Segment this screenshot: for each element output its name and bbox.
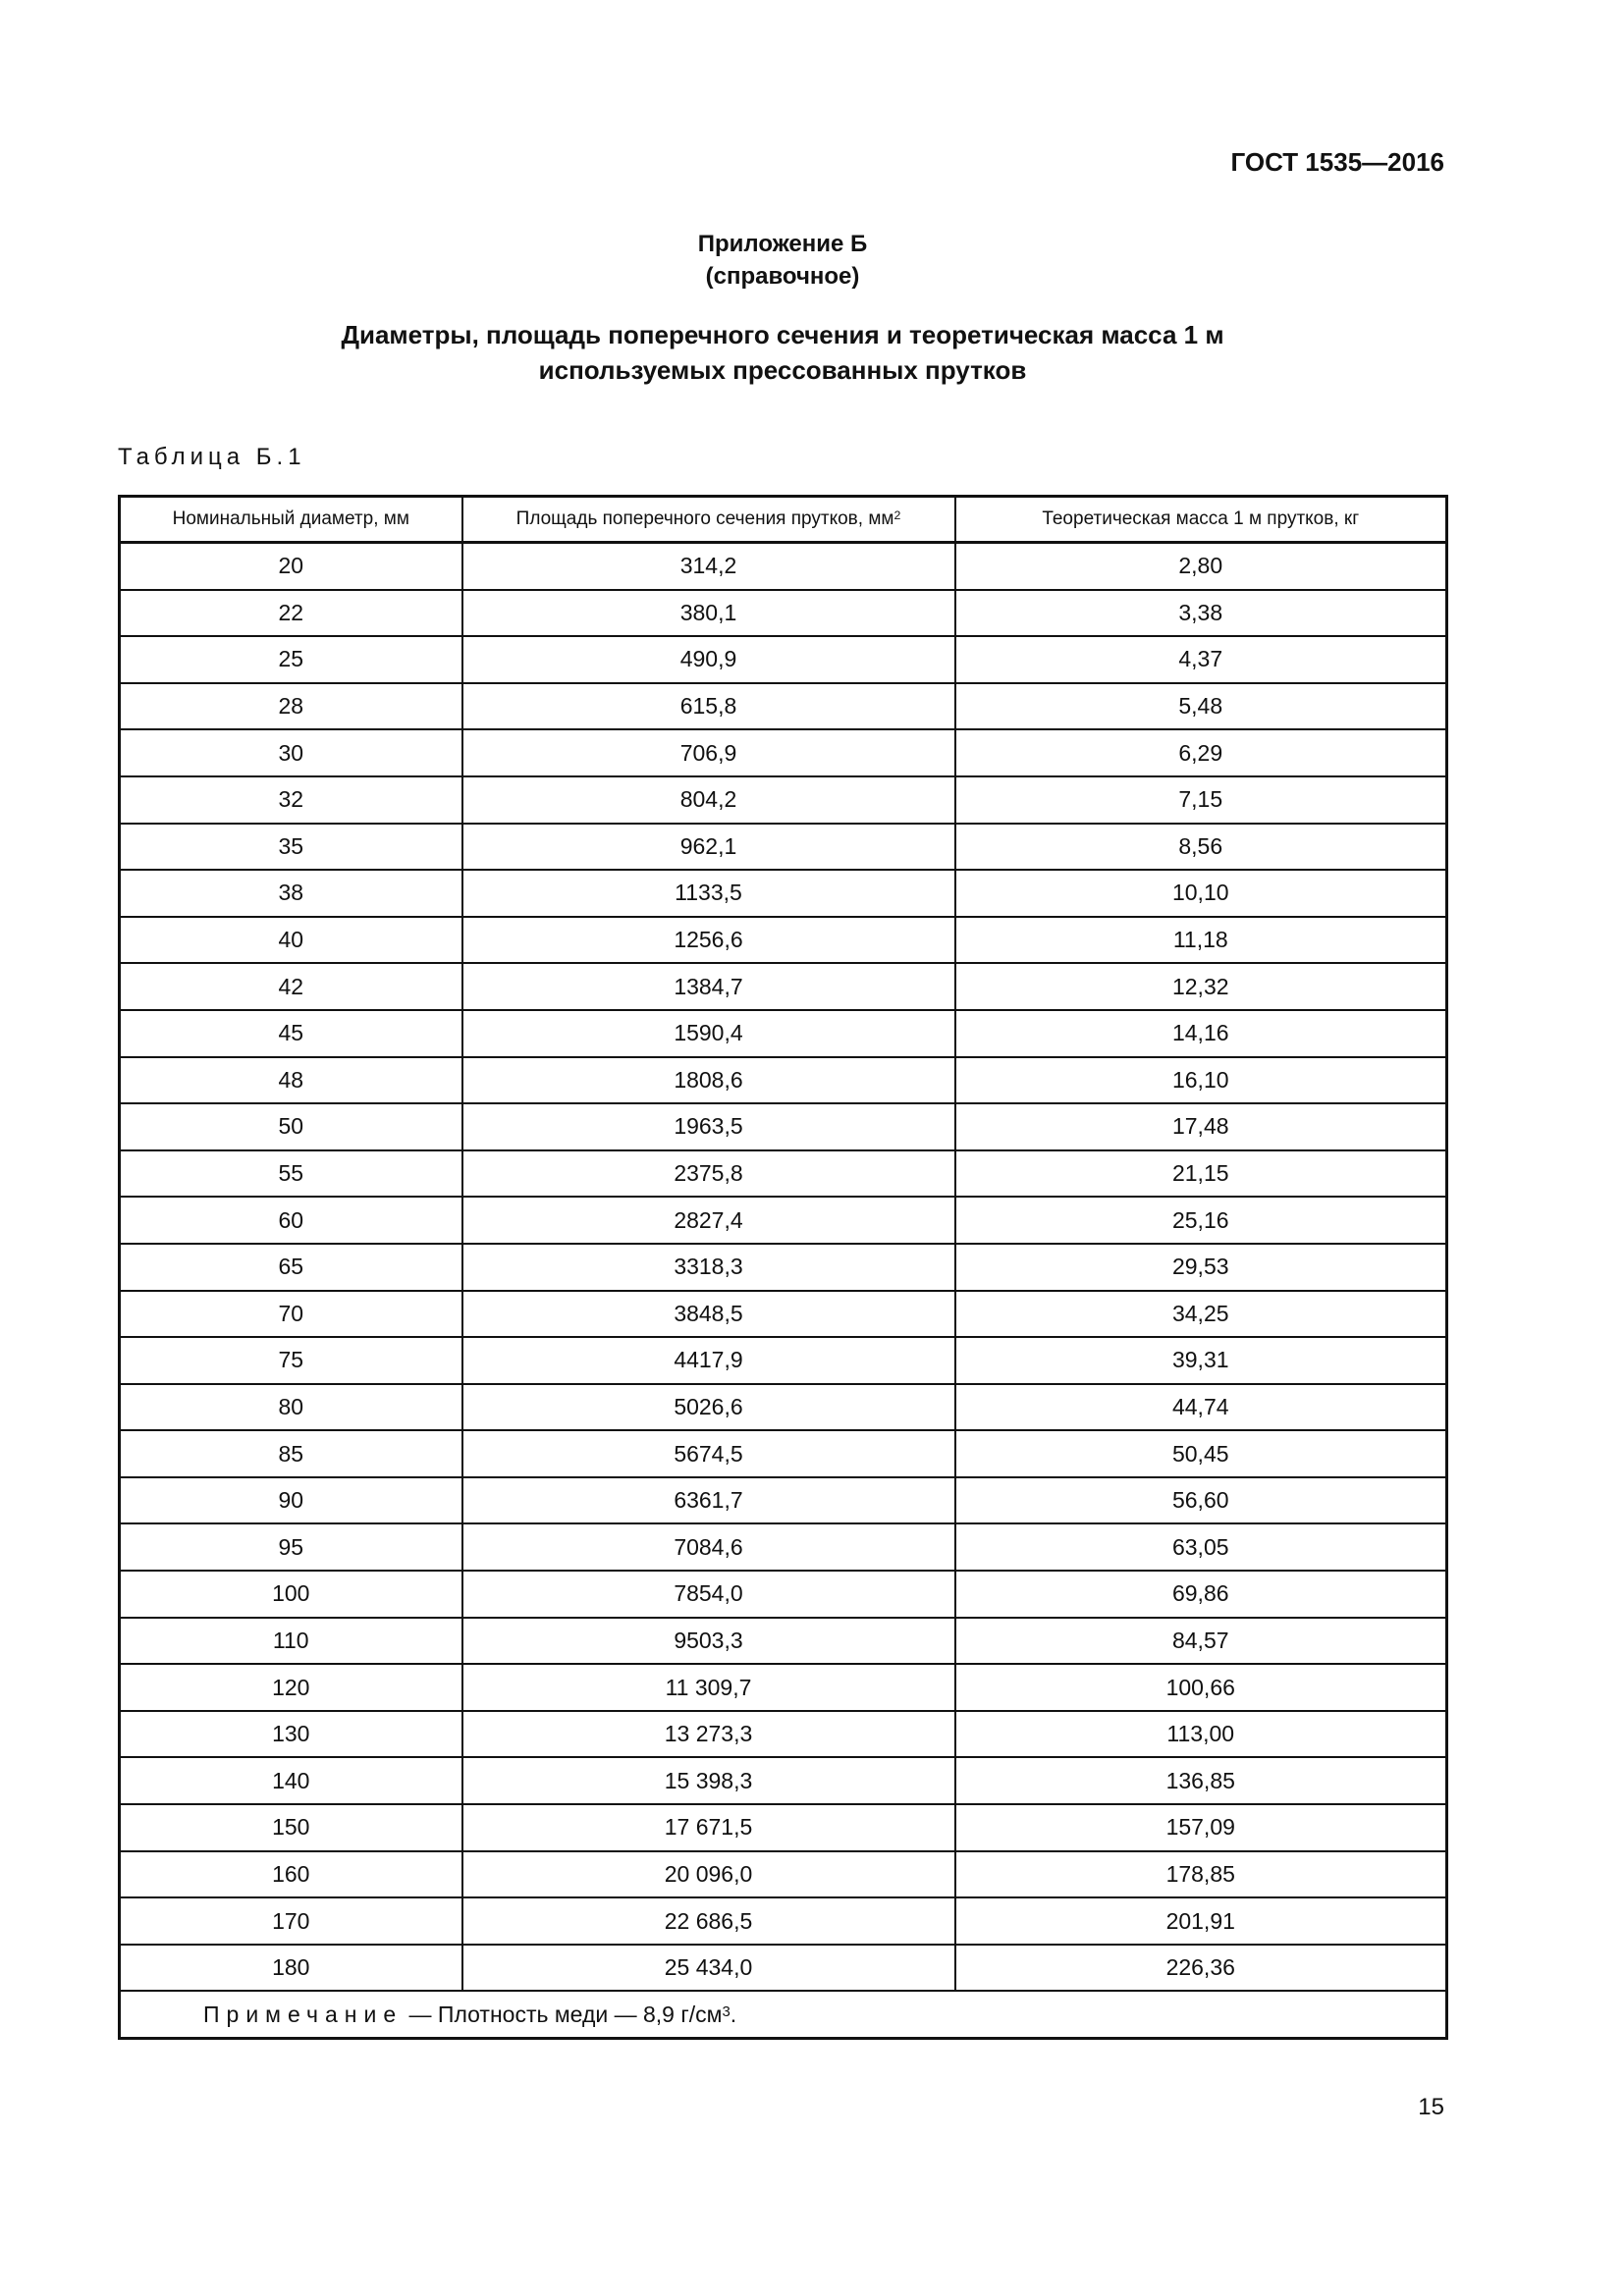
cell-mass: 29,53 <box>955 1244 1447 1291</box>
table-row <box>120 1150 1447 1198</box>
title-line-2: используемых прессованных прутков <box>538 355 1027 385</box>
cell-mass: 50,45 <box>955 1430 1447 1477</box>
cell-area: 22 686,5 <box>462 1897 955 1945</box>
cell-area: 7854,0 <box>462 1571 955 1618</box>
cell-area: 3848,5 <box>462 1291 955 1338</box>
table-row <box>120 543 1447 590</box>
cell-mass: 14,16 <box>955 1010 1447 1057</box>
cell-mass: 201,91 <box>955 1897 1447 1945</box>
cell-mass: 12,32 <box>955 963 1447 1010</box>
cell-area: 15 398,3 <box>462 1757 955 1804</box>
cell-diameter: 42 <box>120 963 462 1010</box>
cell-mass: 16,10 <box>955 1057 1447 1104</box>
cell-area: 1256,6 <box>462 917 955 964</box>
cell-diameter: 130 <box>120 1711 462 1758</box>
header-area-text: Площадь поперечного сечения прутков, мм <box>515 508 894 529</box>
cell-mass: 4,37 <box>955 636 1447 683</box>
cell-area: 804,2 <box>462 776 955 824</box>
cell-mass: 5,48 <box>955 683 1447 730</box>
cell-area: 706,9 <box>462 729 955 776</box>
table-row <box>120 824 1447 871</box>
cell-mass: 7,15 <box>955 776 1447 824</box>
cell-diameter: 100 <box>120 1571 462 1618</box>
cell-mass: 226,36 <box>955 1945 1447 1992</box>
cell-diameter: 40 <box>120 917 462 964</box>
table-row <box>120 1057 1447 1104</box>
table-row <box>120 1337 1447 1384</box>
note-dash: — <box>403 2001 438 2027</box>
note-word: Примечание <box>203 2001 404 2027</box>
annex-heading <box>0 228 1565 293</box>
cell-diameter: 150 <box>120 1804 462 1851</box>
table-row <box>120 729 1447 776</box>
cell-mass: 56,60 <box>955 1477 1447 1524</box>
document-code: ГОСТ 1535—2016 <box>1230 147 1444 177</box>
table-row <box>120 1244 1447 1291</box>
annex-kind: (справочное) <box>705 263 860 290</box>
note-text: Плотность меди — 8,9 г/см <box>437 2001 723 2027</box>
annex-title: Приложение Б <box>697 231 868 257</box>
cell-mass: 25,16 <box>955 1197 1447 1244</box>
cell-mass: 17,48 <box>955 1103 1447 1150</box>
cell-area: 380,1 <box>462 590 955 637</box>
cell-area: 9503,3 <box>462 1618 955 1665</box>
cell-diameter: 180 <box>120 1945 462 1992</box>
cell-area: 1963,5 <box>462 1103 955 1150</box>
cell-area: 2827,4 <box>462 1197 955 1244</box>
header-diameter: Номинальный диаметр, мм <box>120 497 462 543</box>
cell-diameter: 120 <box>120 1664 462 1711</box>
header-area <box>462 497 955 543</box>
table-label: Таблица Б.1 <box>118 444 306 470</box>
cell-diameter: 28 <box>120 683 462 730</box>
cell-area: 11 309,7 <box>462 1664 955 1711</box>
table-row <box>120 1945 1447 1992</box>
cell-diameter: 65 <box>120 1244 462 1291</box>
page-number: 15 <box>1418 2094 1444 2120</box>
table-header-row <box>120 497 1447 543</box>
table-row <box>120 1897 1447 1945</box>
cell-diameter: 85 <box>120 1430 462 1477</box>
cell-diameter: 70 <box>120 1291 462 1338</box>
cell-area: 3318,3 <box>462 1244 955 1291</box>
cell-diameter: 170 <box>120 1897 462 1945</box>
cell-area: 314,2 <box>462 543 955 590</box>
table-row <box>120 1430 1447 1477</box>
table-row <box>120 1291 1447 1338</box>
table-row <box>120 590 1447 637</box>
cell-mass: 63,05 <box>955 1523 1447 1571</box>
table-body <box>120 543 1447 1992</box>
cell-diameter: 160 <box>120 1851 462 1898</box>
cell-diameter: 45 <box>120 1010 462 1057</box>
data-table <box>118 495 1448 2040</box>
table-row <box>120 1804 1447 1851</box>
cell-area: 615,8 <box>462 683 955 730</box>
table-row <box>120 1618 1447 1665</box>
cell-mass: 6,29 <box>955 729 1447 776</box>
cell-mass: 178,85 <box>955 1851 1447 1898</box>
cell-area: 6361,7 <box>462 1477 955 1524</box>
note-row <box>120 1991 1447 2039</box>
cell-area: 5674,5 <box>462 1430 955 1477</box>
table-row <box>120 1477 1447 1524</box>
cell-mass: 44,74 <box>955 1384 1447 1431</box>
table-row <box>120 1103 1447 1150</box>
cell-diameter: 38 <box>120 870 462 917</box>
cell-mass: 34,25 <box>955 1291 1447 1338</box>
cell-mass: 84,57 <box>955 1618 1447 1665</box>
cell-area: 4417,9 <box>462 1337 955 1384</box>
cell-area: 5026,6 <box>462 1384 955 1431</box>
cell-area: 20 096,0 <box>462 1851 955 1898</box>
cell-mass: 3,38 <box>955 590 1447 637</box>
table-row <box>120 1851 1447 1898</box>
cell-diameter: 80 <box>120 1384 462 1431</box>
cell-diameter: 110 <box>120 1618 462 1665</box>
document-title <box>0 317 1565 388</box>
table-row <box>120 870 1447 917</box>
cell-diameter: 140 <box>120 1757 462 1804</box>
table-row <box>120 917 1447 964</box>
cell-diameter: 30 <box>120 729 462 776</box>
header-area-superscript: 2 <box>893 508 901 523</box>
cell-area: 7084,6 <box>462 1523 955 1571</box>
cell-area: 962,1 <box>462 824 955 871</box>
table-row <box>120 1197 1447 1244</box>
cell-diameter: 25 <box>120 636 462 683</box>
title-line-1: Диаметры, площадь поперечного сечения и теоретическая масса 1 м <box>341 320 1224 349</box>
cell-mass: 39,31 <box>955 1337 1447 1384</box>
header-mass: Теоретическая масса 1 м прутков, кг <box>955 497 1447 543</box>
table-row <box>120 1523 1447 1571</box>
cell-diameter: 75 <box>120 1337 462 1384</box>
cell-diameter: 20 <box>120 543 462 590</box>
table-row <box>120 1757 1447 1804</box>
cell-area: 1384,7 <box>462 963 955 1010</box>
cell-diameter: 55 <box>120 1150 462 1198</box>
cell-area: 490,9 <box>462 636 955 683</box>
note-superscript: 3 <box>722 2002 731 2020</box>
cell-mass: 8,56 <box>955 824 1447 871</box>
table-note <box>120 1991 1447 2039</box>
cell-area: 13 273,3 <box>462 1711 955 1758</box>
cell-area: 1590,4 <box>462 1010 955 1057</box>
cell-diameter: 48 <box>120 1057 462 1104</box>
table-row <box>120 1664 1447 1711</box>
table-row <box>120 683 1447 730</box>
cell-mass: 10,10 <box>955 870 1447 917</box>
cell-mass: 69,86 <box>955 1571 1447 1618</box>
table-row <box>120 963 1447 1010</box>
cell-mass: 11,18 <box>955 917 1447 964</box>
table-row <box>120 1711 1447 1758</box>
cell-diameter: 32 <box>120 776 462 824</box>
cell-diameter: 35 <box>120 824 462 871</box>
table-row <box>120 636 1447 683</box>
cell-diameter: 95 <box>120 1523 462 1571</box>
cell-diameter: 60 <box>120 1197 462 1244</box>
cell-mass: 113,00 <box>955 1711 1447 1758</box>
cell-area: 2375,8 <box>462 1150 955 1198</box>
table-row <box>120 1571 1447 1618</box>
cell-mass: 2,80 <box>955 543 1447 590</box>
cell-mass: 157,09 <box>955 1804 1447 1851</box>
cell-mass: 136,85 <box>955 1757 1447 1804</box>
cell-mass: 21,15 <box>955 1150 1447 1198</box>
cell-area: 1133,5 <box>462 870 955 917</box>
cell-area: 17 671,5 <box>462 1804 955 1851</box>
table-row <box>120 1010 1447 1057</box>
table-row <box>120 776 1447 824</box>
table-row <box>120 1384 1447 1431</box>
cell-diameter: 22 <box>120 590 462 637</box>
note-end: . <box>730 2001 737 2027</box>
cell-diameter: 50 <box>120 1103 462 1150</box>
cell-diameter: 90 <box>120 1477 462 1524</box>
cell-area: 1808,6 <box>462 1057 955 1104</box>
cell-area: 25 434,0 <box>462 1945 955 1992</box>
cell-mass: 100,66 <box>955 1664 1447 1711</box>
